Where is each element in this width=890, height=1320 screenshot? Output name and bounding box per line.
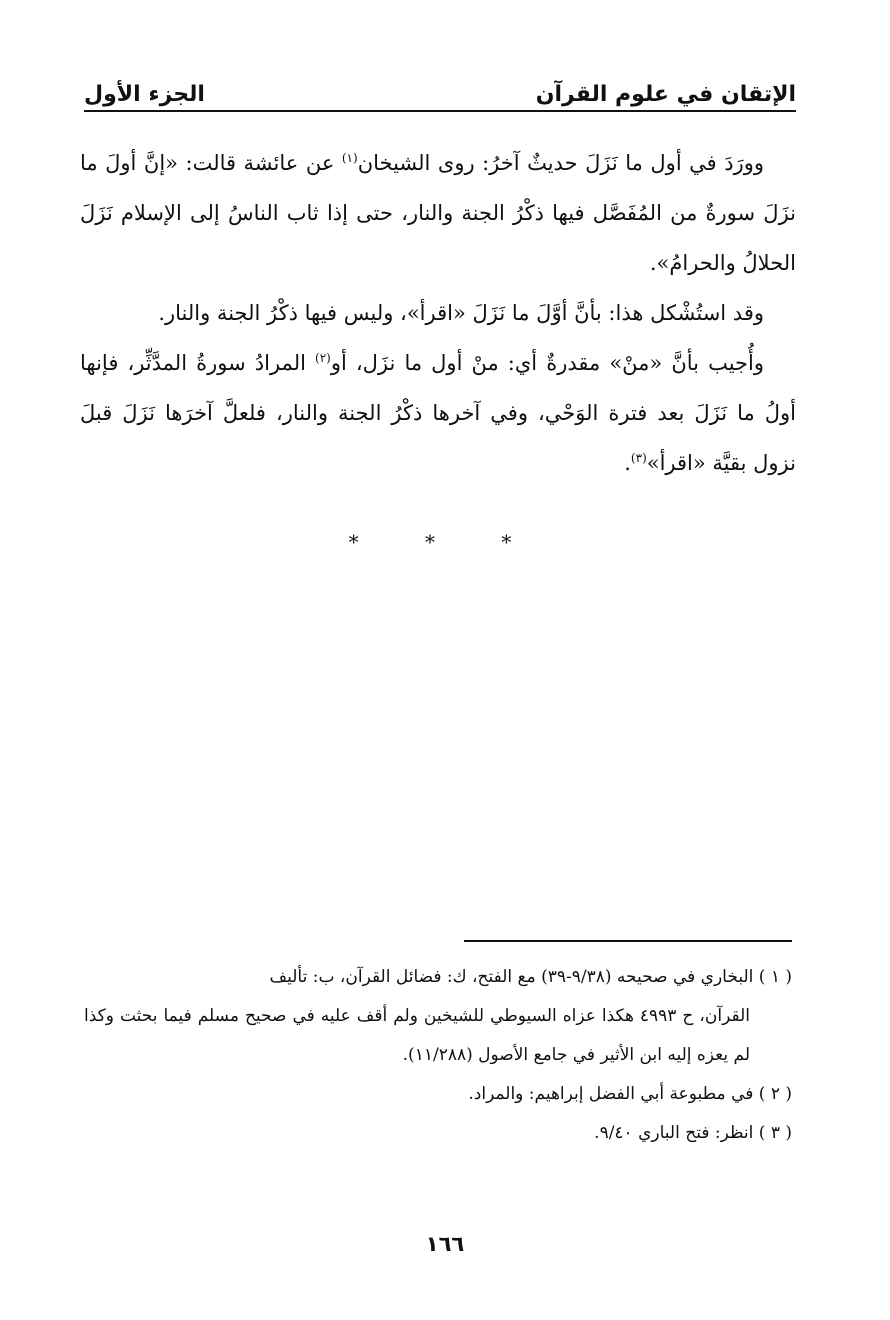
book-title: الإتقان في علوم القرآن [535, 82, 796, 107]
paragraph-3 [80, 338, 796, 488]
footnote-3: ( ٣ ) انظر: فتح الباري ٩/٤٠. [594, 1123, 792, 1143]
paragraph-3-text-b: المرادُ سورةُ المدَّثِّر، فإنها أولُ ما نَزَلَ بعد فترة الوَحْي، وفي آخرها ذكْرُ الجنة والنار، فلعلَّ آخرَها نَزَلَ قبلَ نزول بقيَّة «اقرأ» [80, 351, 796, 475]
section-separator: * * * [348, 530, 542, 554]
paragraph-1-text-b: عن عائشة قالت: «إنَّ أولَ ما نزَلَ سورةٌ من المُفَصَّل فيها ذكْرُ الجنة والنار، حتى إذا ثاب الناسُ إلى الإسلام نَزَلَ الحلالُ والحرامُ». [80, 151, 796, 275]
footnote-1-continuation: القرآن، ح ٤٩٩٣ هكذا عزاه السيوطي للشيخين ولم أقف عليه في صحيح مسلم فيما بحثت وكذا لم يعزه إليه ابن الأثير في جامع الأصول (١١/٢٨٨). [84, 1006, 750, 1065]
page-header [84, 72, 796, 112]
footnote-divider [464, 940, 792, 942]
footnote-ref-2: (٢) [315, 351, 331, 365]
footnote-2: ( ٢ ) في مطبوعة أبي الفضل إبراهيم: والمراد. [468, 1084, 792, 1104]
paragraph-1-text-a: وورَدَ في أول ما نَزَلَ حديثٌ آخرُ: روى الشيخان [357, 151, 764, 175]
footnote-ref-1: (١) [341, 151, 358, 165]
main-text [80, 138, 796, 488]
paragraph-3-text-c: . [624, 451, 631, 475]
footnote-ref-3: (٣) [630, 451, 647, 465]
footnote-1-first: ( ١ ) البخاري في صحيحه (٩/٣٨-٣٩) مع الفتح، ك: فضائل القرآن، ب: تأليف [269, 967, 792, 987]
page-number: ١٦٦ [425, 1232, 465, 1256]
footnotes [84, 958, 792, 1153]
paragraph-1 [80, 138, 796, 288]
paragraph-2: وقد استُشْكل هذا: بأنَّ أوَّلَ ما نَزَلَ «اقرأ»، وليس فيها ذكْرُ الجنة والنار. [158, 301, 764, 325]
volume-label: الجزء الأول [84, 82, 205, 107]
paragraph-3-text-a: وأُجيب بأنَّ «منْ» مقدرةٌ أي: منْ أول ما نزَل، أو [330, 351, 764, 375]
